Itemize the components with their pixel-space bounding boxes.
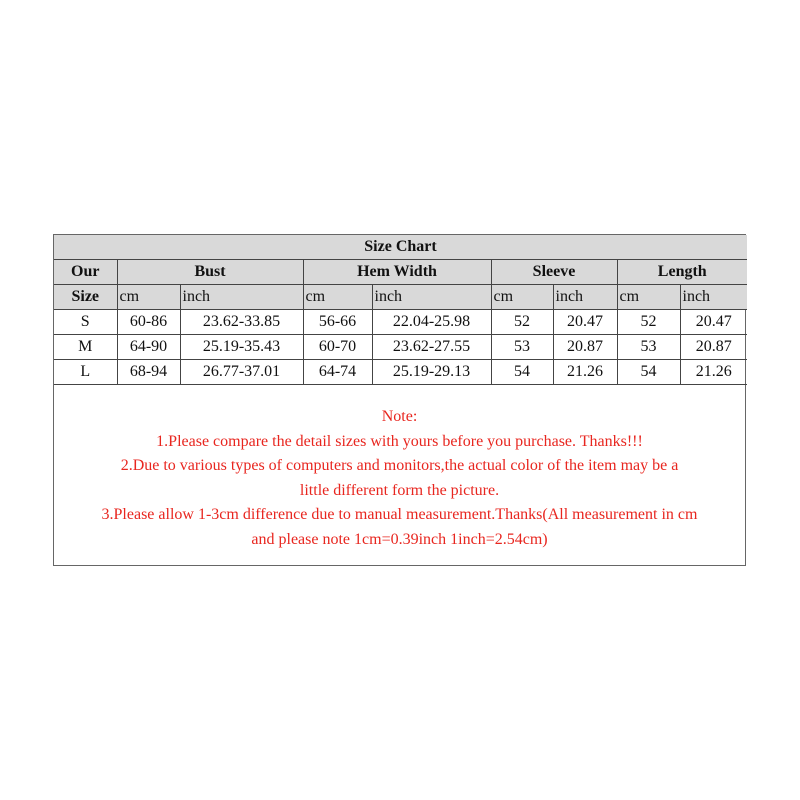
group-header-bust: Bust bbox=[117, 260, 303, 285]
group-header-sleeve: Sleeve bbox=[491, 260, 617, 285]
table-row bbox=[54, 335, 747, 360]
unit-label: inch bbox=[553, 285, 617, 310]
value-cell: 25.19-35.43 bbox=[180, 335, 303, 360]
notes-heading: Note: bbox=[381, 408, 418, 425]
value-cell: 52 bbox=[617, 310, 680, 335]
note-line: little different form the picture. bbox=[299, 481, 500, 499]
unit-label: cm bbox=[117, 285, 180, 310]
value-cell: 53 bbox=[617, 335, 680, 360]
value-cell: 23.62-33.85 bbox=[180, 310, 303, 335]
value-cell: 68-94 bbox=[117, 360, 180, 385]
group-header-length: Length bbox=[617, 260, 747, 285]
note-line: 1.Please compare the detail sizes with yours before you purchase. Thanks!!! bbox=[156, 432, 643, 450]
size-cell: S bbox=[54, 310, 117, 335]
value-cell: 20.87 bbox=[553, 335, 617, 360]
notes-section bbox=[54, 385, 745, 552]
value-cell: 23.62-27.55 bbox=[372, 335, 491, 360]
table-row bbox=[54, 360, 747, 385]
group-header-hem-width: Hem Width bbox=[303, 260, 491, 285]
note-line: 3.Please allow 1-3cm difference due to manual measurement.Thanks(All measurement in cm bbox=[101, 506, 698, 523]
size-cell: M bbox=[54, 335, 117, 360]
value-cell: 64-74 bbox=[303, 360, 372, 385]
size-header-our: Our bbox=[54, 260, 117, 285]
value-cell: 20.47 bbox=[680, 310, 747, 335]
unit-label: inch bbox=[372, 285, 491, 310]
value-cell: 22.04-25.98 bbox=[372, 310, 491, 335]
value-cell: 20.87 bbox=[680, 335, 747, 360]
value-cell: 53 bbox=[491, 335, 553, 360]
value-cell: 21.26 bbox=[680, 360, 747, 385]
value-cell: 26.77-37.01 bbox=[180, 360, 303, 385]
size-header-size: Size bbox=[54, 285, 117, 310]
value-cell: 21.26 bbox=[553, 360, 617, 385]
note-line: 2.Due to various types of computers and monitors,the actual color of the item may be a bbox=[120, 457, 679, 474]
size-table bbox=[54, 235, 747, 385]
value-cell: 54 bbox=[617, 360, 680, 385]
chart-title: Size Chart bbox=[54, 235, 747, 260]
unit-label: cm bbox=[491, 285, 553, 310]
size-chart bbox=[53, 234, 746, 566]
value-cell: 60-70 bbox=[303, 335, 372, 360]
size-cell: L bbox=[54, 360, 117, 385]
unit-label: inch bbox=[680, 285, 747, 310]
value-cell: 56-66 bbox=[303, 310, 372, 335]
value-cell: 20.47 bbox=[553, 310, 617, 335]
unit-label: cm bbox=[303, 285, 372, 310]
value-cell: 64-90 bbox=[117, 335, 180, 360]
note-line: and please note 1cm=0.39inch 1inch=2.54cm) bbox=[251, 530, 548, 548]
unit-label: cm bbox=[617, 285, 680, 310]
value-cell: 52 bbox=[491, 310, 553, 335]
value-cell: 25.19-29.13 bbox=[372, 360, 491, 385]
value-cell: 60-86 bbox=[117, 310, 180, 335]
table-row bbox=[54, 310, 747, 335]
value-cell: 54 bbox=[491, 360, 553, 385]
unit-label: inch bbox=[180, 285, 303, 310]
